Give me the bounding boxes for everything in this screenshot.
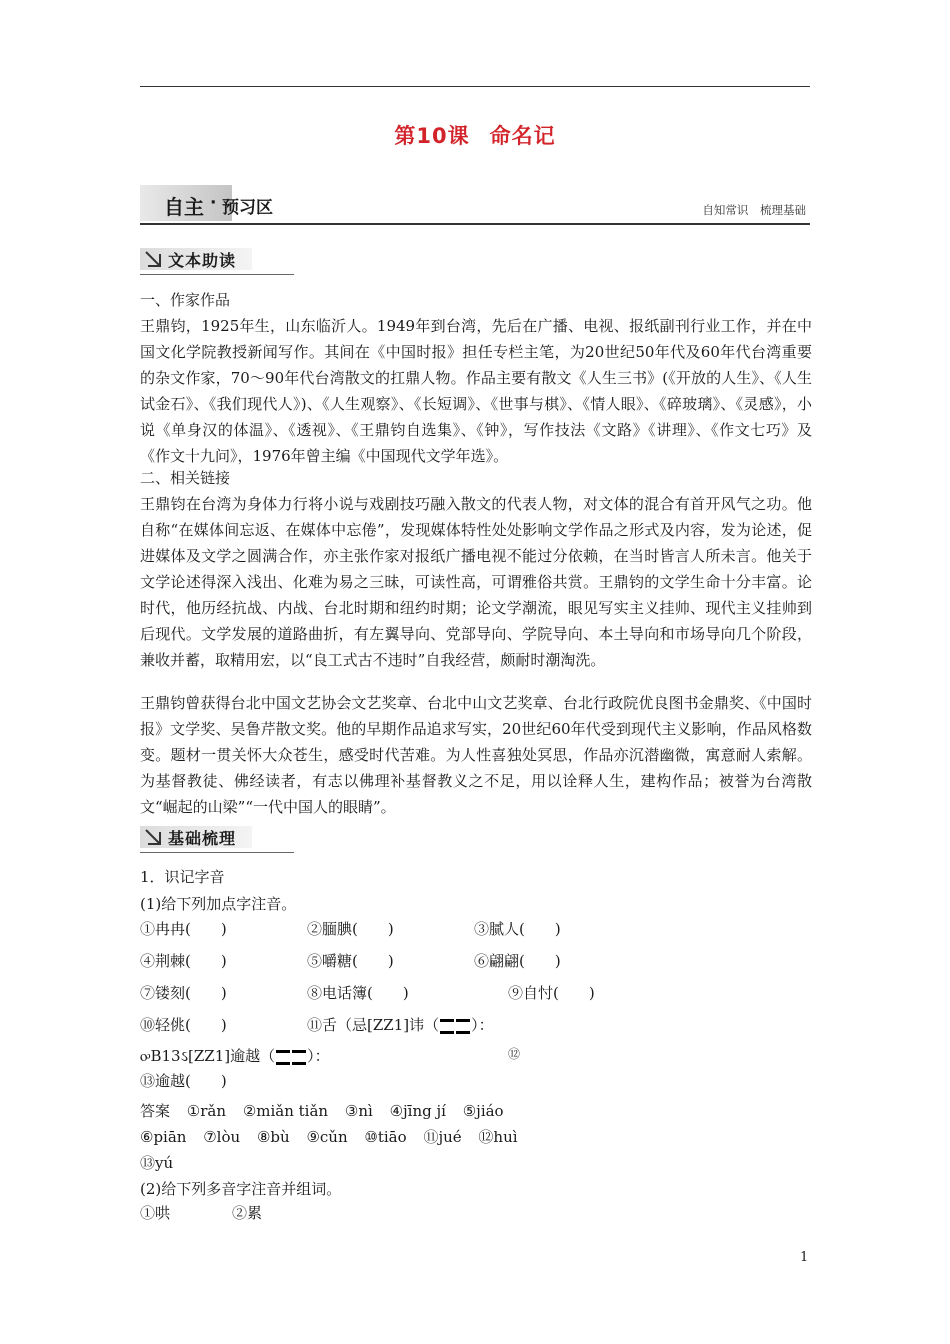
item-11-text: ⑪舌（忌[ZZ1]讳（ bbox=[307, 1016, 440, 1034]
answer: ⑪jué bbox=[423, 1128, 462, 1146]
placeholder-glyph bbox=[440, 1019, 454, 1034]
paragraph-awards: 王鼎钧曾获得台北中国文艺协会文艺奖章、台北中山文艺奖章、台北行政院优良图书金鼎奖、《中国时报》文学奖、吴鲁芹散文奖。他的早期作品追求写实，20世纪60年代受到现代主义影响，作品风格数变。题材一贯关怀大众苍生，感受时代苦难。为人性喜独处冥思，作品亦沉潜幽微，寓意耐人索解。为基督教徒、佛经读者，有志以佛理补基督教义之不足，用以诠释人生，建构作品；被誉为台湾散文“崛起的山梁”“一代中国人的眼睛”。 bbox=[140, 694, 812, 816]
placeholder-glyph bbox=[456, 1019, 470, 1034]
heading-author-works: 一、作家作品 bbox=[140, 291, 231, 309]
answer: ⑫huì bbox=[478, 1128, 518, 1146]
item-13: ⑬逾越( ) bbox=[140, 1072, 227, 1090]
heading-related: 二、相关链接 bbox=[140, 469, 231, 487]
paragraph-related: 王鼎钧在台湾为身体力行将小说与戏剧技巧融入散文的代表人物，对文体的混合有首开风气之功。他自称“在媒体间忘返、在媒体中忘倦”，发现媒体特性处处影响文学作品之形式及内容，发为论述，促进媒体及文学之圆满合作，亦主张作家对报纸广播电视不能过分依赖，在当时皆言人所未言。他关于文学论述得深入浅出、化难为易之三昧，可读性高，可谓雅俗共赏。王鼎钧的文学生命十分丰富。论时代，他历经抗战、内战、台北时期和纽约时期；论文学潮流，眼见写实主义挂帅、现代主义挂帅到后现代。文学发展的道路曲折，有左翼导向、党部导向、学院导向、本土导向和市场导向几个阶段，兼收并蓄，取精用宏，以“良工式古不违时”自我经营，颇耐时潮淘洗。 bbox=[140, 495, 812, 669]
answer: ⑤jiáo bbox=[462, 1102, 504, 1120]
item-11-tail: ）： bbox=[471, 1016, 494, 1034]
answer-label: 答案 bbox=[140, 1102, 171, 1120]
section-banner bbox=[140, 185, 810, 225]
lesson-number: 第10课 bbox=[394, 124, 470, 148]
lesson-name: 命名记 bbox=[489, 124, 556, 148]
garbled-text: [ZZ1]逾越（ bbox=[188, 1047, 276, 1065]
question-1a: (1)给下列加点字注音。 bbox=[140, 895, 297, 913]
item-7: ⑦镂刻( ) bbox=[140, 984, 227, 1002]
item-3: ③腻人( ) bbox=[474, 920, 561, 938]
page-title bbox=[0, 120, 950, 150]
garbled-glyph-icon: ઽ bbox=[180, 1047, 189, 1065]
answer: ⑩tiāo bbox=[364, 1128, 407, 1146]
placeholder-glyph bbox=[276, 1050, 290, 1065]
banner-sub: 预习区 bbox=[222, 198, 273, 218]
top-rule bbox=[140, 86, 810, 87]
answer: ⑧bù bbox=[256, 1128, 290, 1146]
item-2: ②腼腆( ) bbox=[307, 920, 394, 938]
answer: ⑥piān bbox=[140, 1128, 187, 1146]
paragraph-author: 王鼎钧，1925年生，山东临沂人。1949年到台湾，先后在广播、电视、报纸副刊行业工作，并在中国文化学院教授新闻写作。其间在《中国时报》担任专栏主笔，为20世纪50年代及60年代台湾重要的杂文作家，70～90年代台湾散文的扛鼎人物。作品主要有散文《人生三书》(《开放的人生》、《人生试金石》、《我们现代人》)、《人生观察》、《长短调》、《世事与棋》、《情人眼》、《碎玻璃》、《灵感》，小说《单身汉的体温》、《透视》、《王鼎钧自选集》、《钟》，写作技法《文路》《讲理》、《作文七巧》及《作文十九问》，1976年曾主编《中国现代文学年选》。 bbox=[140, 317, 812, 465]
banner-dot: · bbox=[210, 193, 217, 213]
banner-main: 自主 bbox=[164, 195, 204, 219]
item-12-marker: ⑫ bbox=[508, 1047, 521, 1061]
item-1: ①冉冉( ) bbox=[140, 920, 227, 938]
subheading-label: 文本助读 bbox=[168, 251, 237, 270]
answer: ①rǎn bbox=[186, 1102, 227, 1120]
item-9: ⑨自忖( ) bbox=[508, 984, 595, 1002]
subheading-text-guide bbox=[140, 246, 294, 276]
subheading-label: 基础梳理 bbox=[168, 829, 237, 848]
answer-row-1 bbox=[140, 1100, 504, 1121]
corner-arrow-icon bbox=[144, 250, 162, 268]
item-4: ④荆棘( ) bbox=[140, 952, 227, 970]
question-2: (2)给下列多音字注音并组词。 bbox=[140, 1180, 342, 1198]
question-1: 1．识记字音 bbox=[140, 868, 225, 886]
answer: ③nì bbox=[344, 1102, 373, 1120]
item-6: ⑥翩翩( ) bbox=[474, 952, 561, 970]
answer-row-3: ⑬yú bbox=[140, 1154, 174, 1172]
item-11 bbox=[307, 1014, 494, 1035]
answer: ②miǎn tiǎn bbox=[242, 1102, 329, 1120]
banner-right: 自知常识 梳理基础 bbox=[702, 203, 806, 217]
item-garbled bbox=[140, 1045, 330, 1066]
item-8: ⑧电话簿( ) bbox=[307, 984, 409, 1002]
subheading-basics bbox=[140, 824, 294, 854]
placeholder-glyph bbox=[292, 1050, 306, 1065]
answer: ⑦lòu bbox=[203, 1128, 241, 1146]
page-number: 1 bbox=[800, 1250, 809, 1265]
answer: ④jīng jí bbox=[389, 1102, 446, 1120]
garbled-prefix: ꭴB13 bbox=[140, 1047, 181, 1065]
corner-arrow-icon bbox=[144, 828, 162, 846]
item-5: ⑤嚼糖( ) bbox=[307, 952, 394, 970]
answer-row-2 bbox=[140, 1126, 518, 1147]
q2-item-1: ①哄 bbox=[140, 1204, 171, 1222]
q2-item-2: ②累 bbox=[232, 1204, 263, 1222]
garbled-tail: ）： bbox=[307, 1047, 330, 1065]
item-10: ⑩轻佻( ) bbox=[140, 1016, 227, 1034]
answer: ⑨cǔn bbox=[306, 1128, 348, 1146]
